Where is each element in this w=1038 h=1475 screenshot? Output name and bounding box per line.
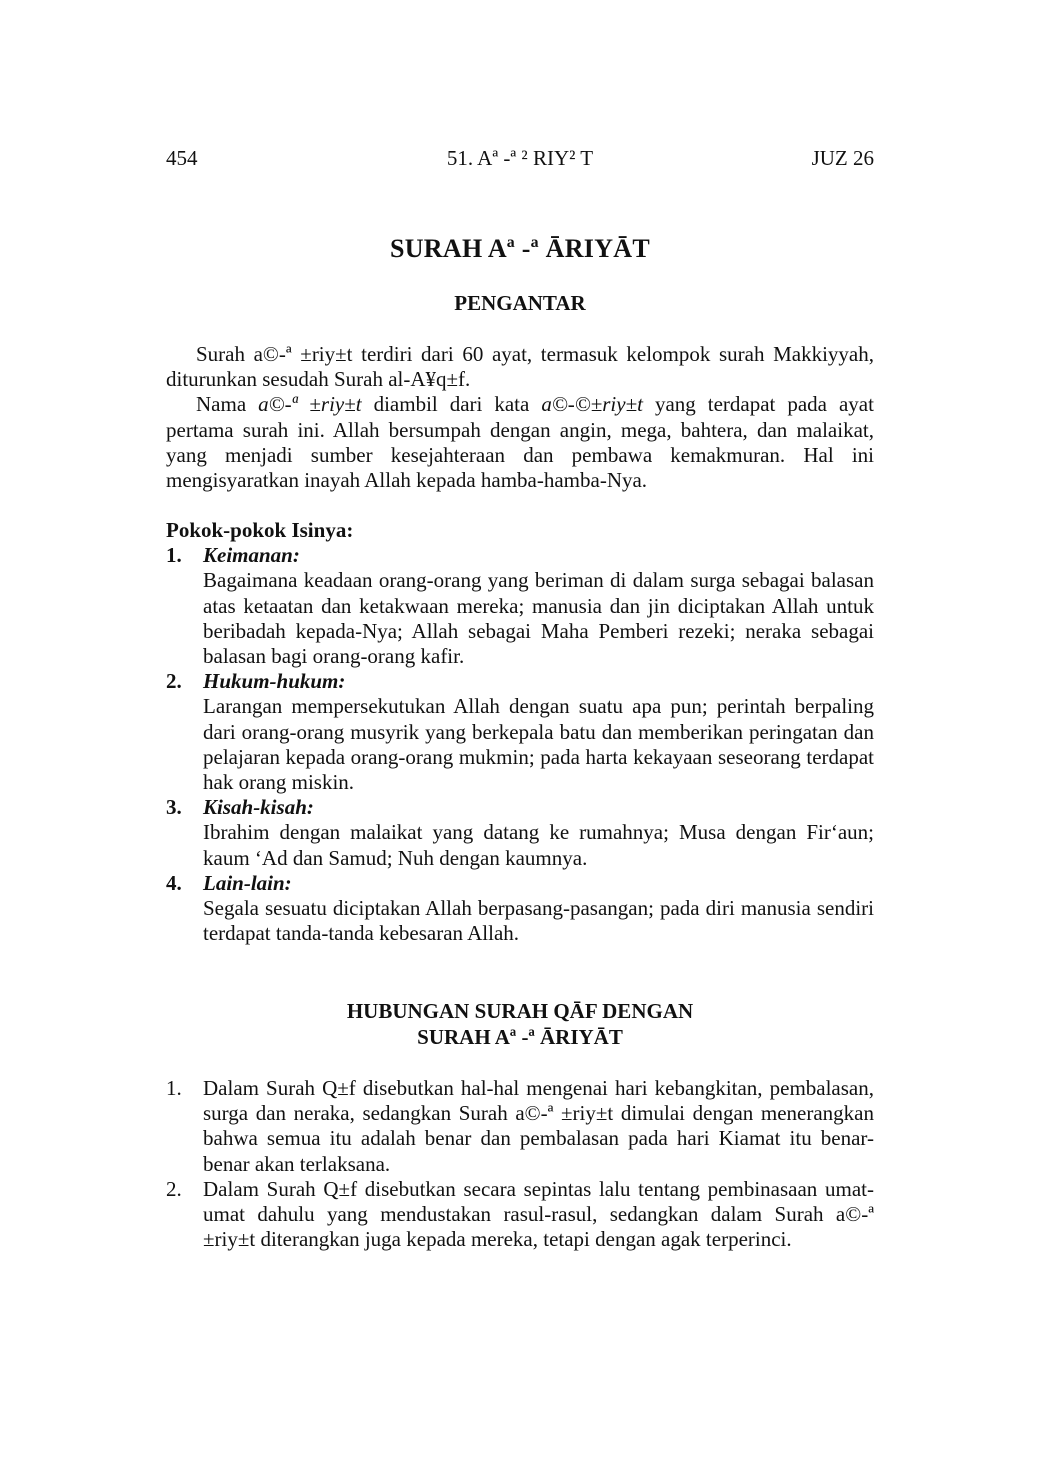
page-number: 454	[166, 146, 198, 170]
pokok-item-heading: Kisah-kisah:	[203, 795, 314, 820]
pokok-item-heading: Keimanan:	[203, 543, 300, 568]
section-heading-hubungan	[166, 998, 874, 1050]
intro-p2-term2: a©-©±riy±t	[541, 392, 643, 417]
pokok-item-number: 4.	[166, 870, 182, 895]
intro-p2-end: yang terdapat pada ayat pertama surah ini. Allah bersumpah dengan angin, mega, bahtera, dan malaikat, yang menjadi sumber kesejahteraan dan pembawa kemakmuran. Hal ini mengisyaratkan inayah Allah kepada hamba-hamba-Nya.	[166, 392, 874, 493]
pokok-item-number: 2.	[166, 669, 182, 694]
hubungan-item	[166, 1076, 874, 1177]
hubungan-item	[166, 1177, 874, 1253]
pokok-item-body: Segala sesuatu diciptakan Allah berpasang-pasangan; pada diri manusia sendiri terdapat tanda-tanda kebesaran Allah.	[203, 896, 874, 946]
pokok-item-hukum	[166, 669, 874, 795]
hubungan-item-number: 1.	[166, 1076, 182, 1100]
intro-p2-mid: diambil dari kata	[361, 392, 542, 417]
running-title: 51. Aª -ª ² RIY² T	[446, 146, 594, 170]
pokok-list	[166, 543, 874, 946]
hubungan-title-line-2: SURAH Aª -ª ĀRIYĀT	[417, 1025, 623, 1049]
hubungan-list	[166, 1076, 874, 1252]
pokok-item-body: Ibrahim dengan malaikat yang datang ke rumahnya; Musa dengan Fir‘aun; kaum ‘Ad dan Samud; Nuh dengan kaumnya.	[203, 820, 874, 870]
intro-p2-start: Nama	[196, 392, 259, 417]
pokok-item-keimanan	[166, 543, 874, 669]
pokok-item-heading: Hukum-hukum:	[203, 669, 346, 694]
hubungan-section	[166, 1076, 874, 1252]
running-header	[166, 146, 874, 174]
hubungan-title-line-1: HUBUNGAN SURAH QĀF DENGAN	[346, 999, 694, 1023]
section-heading-pengantar: PENGANTAR	[454, 291, 586, 315]
juz-label: JUZ 26	[811, 146, 874, 170]
intro-p2-term1: a©-ª ±riy±t	[258, 392, 362, 417]
pokok-item-kisah	[166, 795, 874, 871]
hubungan-item-number: 2.	[166, 1176, 182, 1201]
intro-paragraph-2	[166, 392, 874, 493]
pokok-item-number: 3.	[166, 795, 182, 820]
hubungan-item-text: Dalam Surah Q±f disebutkan secara sepintas lalu tentang pembinasaan umat-umat dahulu yang mendustakan rasul-rasul, sedangkan dalam Surah a©-ª ±riy±t diterangkan juga kepada mereka, tetapi dengan agak terperinci.	[203, 1176, 874, 1252]
pokok-item-heading: Lain-lain:	[203, 870, 292, 895]
surah-title: SURAH Aª -ª ĀRIYĀT	[389, 234, 651, 263]
pokok-item-lain	[166, 871, 874, 947]
pokok-heading: Pokok-pokok Isinya:	[166, 518, 354, 542]
intro-paragraph-1: Surah a©-ª ±riy±t terdiri dari 60 ayat, termasuk kelompok surah Makkiyyah, diturunkan sesudah Surah al-A¥q±f.	[166, 342, 874, 392]
hubungan-item-text: Dalam Surah Q±f disebutkan hal-hal mengenai hari kebangkitan, pembalasan, surga dan neraka, sedangkan Surah a©-ª ±riy±t dimulai dengan menerangkan bahwa semua itu adalah benar dan pembalasan pada hari Kiamat itu benar-benar akan terlaksana.	[203, 1076, 874, 1176]
pokok-item-body: Larangan mempersekutukan Allah dengan suatu apa pun; perintah berpaling dari orang-orang musyrik yang berkepala batu dan memberikan peringatan dan pelajaran kepada orang-orang mukmin; pada harta kekayaan seseorang terdapat hak orang miskin.	[203, 694, 874, 795]
pokok-section	[166, 518, 874, 946]
pokok-item-number: 1.	[166, 543, 182, 568]
pokok-item-body: Bagaimana keadaan orang-orang yang beriman di dalam surga sebagai balasan atas ketaatan dan ketakwaan mereka; manusia dan jin diciptakan Allah untuk beribadah kepada-Nya; Allah sebagai Maha Pemberi rezeki; neraka sebagai balasan bagi orang-orang kafir.	[203, 568, 874, 669]
intro-section	[166, 342, 874, 493]
